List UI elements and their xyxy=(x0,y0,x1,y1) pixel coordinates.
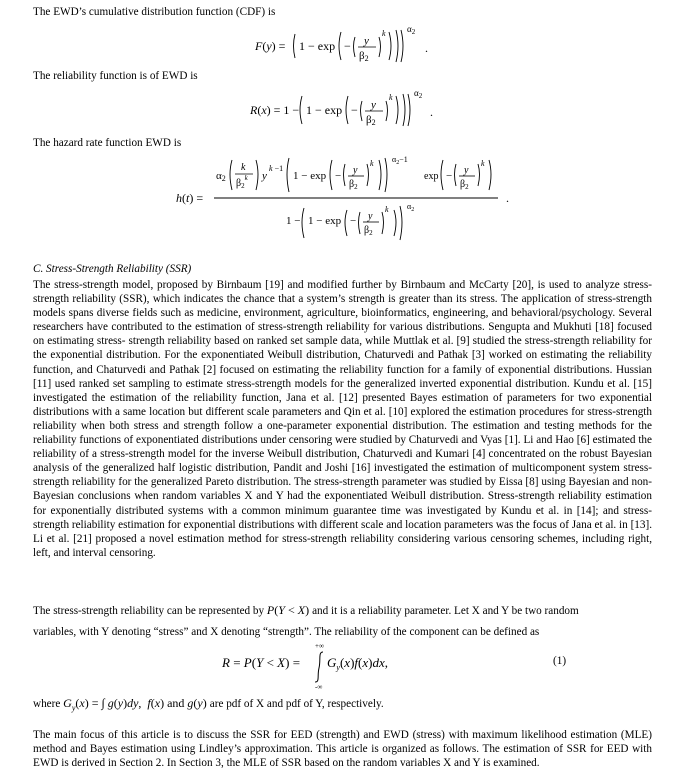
svg-text:y: y xyxy=(368,211,373,222)
svg-text:k: k xyxy=(382,29,386,38)
ssr-intro-text-b: and it is a reliability parameter. Let X and Y be two random xyxy=(312,605,579,617)
svg-text:−: − xyxy=(350,215,357,227)
hazard-equation xyxy=(176,152,536,252)
section-heading: C. Stress-Strength Reliability (SSR) xyxy=(33,263,192,275)
svg-text:Gy(x)f(x)dx,: $G_y(x)f(x)dx$, xyxy=(327,655,389,672)
cdf-equation xyxy=(255,22,445,68)
ssr-intro-text-a: The stress-strength reliability can be represented by xyxy=(33,605,265,617)
cdf-intro-text: The EWD’s cumulative distribution function (CDF) is xyxy=(33,6,276,18)
equation-number: (1) xyxy=(553,655,567,667)
ssr-equation xyxy=(222,640,422,691)
svg-text:.: . xyxy=(430,105,433,119)
svg-text:k: k xyxy=(385,205,389,214)
svg-text:β2: $\beta_2$ xyxy=(364,225,373,237)
svg-text:α2: $\alpha_2$ xyxy=(407,24,416,36)
svg-text:1 − exp: 1 − exp xyxy=(306,103,343,117)
where-inline-formula: $G_y(x)$ = ∫ g(y)dy, f(x) and g(y) xyxy=(63,696,210,713)
svg-text:y: y xyxy=(464,165,469,176)
svg-text:k: k xyxy=(370,159,374,168)
where-text-a: where xyxy=(33,698,61,710)
section-paragraph: The stress-strength model, proposed by Birnbaum [19] and modified further by Birnbaum and McCarty [20], is used to analyze stress-strength reliability (SSR), which indicates the chance that a system’s strength is greater than its stress. The application of stress-strength models spans diverse fields such as medicine, environment, agriculture, bioinformatics, engineering, and behavioral/psychology. Several researchers have contributed to the estimation of stress-strength reliability for various distributions. Sengupta and Mukhuti [18] focused on estimating stress- strength reliability based on ranked set sample data, while Muttlak et al. [9] studied the stress-strength reliability for the exponential distribution. For the exponentiated Weibull distribution, Chaturvedi and Pathak [3] worked on estimating the reliability function, and Chaturvedi and Pathak [2] focused on estimating the reliability function for a family of exponential distributions. Hussian [11] used ranked set sampling to estimate stress-strength models for the generalized inverted exponential distribution. Kundu et al. [15] investigated the estimation of the reliability function, Jana et al. [12] presented Bayes estimation of parameters for two exponential distributions with a same location but different scale parameters and Qin et al. [10] explored the estimation procedures for stress-strength reliability when both stress and strength follow a one-parameter exponential distribution. The estimation and testing methods for the reliability functions of exponentiated distributions under censoring were studied by Chaturvedi and Vyas [1]. Li and Hao [6] estimated the reliability of a stress-strength model for the inverse Weibull distribution, Chaturvedi and Kumari [4] concentrated on the robust Bayesian analysis of the generalized half logistic distribution, Pandit and Joshi [16] investigated the estimation of multicomponent system stress- strength reliability for the generalized Pareto distribution. The stress-strength parameter was studied by Eissa [8] using Bayesian and non-Bayesian conclusions when random variables X and Y had the exponentiated Weibull distribution. Stress-strength reliability estimation for exponentially distributed systems with a common minimum guarantee time was investigated by Kundu et al. in [14]; and stress-strength reliability estimation for exponential distributions with different scale and location parameters was the focus of Jana et al. in [13]. Li et al. [21] proposed a novel estimation method for stress-strength reliability considering various censoring schemes, including right, left, and interval censoring. xyxy=(33,279,652,559)
svg-text:R = P(Y < X) =: R = P(Y < X) = xyxy=(222,655,301,670)
reliability-equation xyxy=(250,86,450,132)
svg-text:.: . xyxy=(425,41,428,55)
svg-text:y: y xyxy=(262,170,267,182)
svg-text:k: k xyxy=(481,159,485,168)
final-paragraph: The main focus of this article is to discuss the SSR for EED (strength) and EWD (stress) with maximum likelihood estimation (MLE) method and Bayes estimation using Lindley’s approximation. This article is organized as follows. The estimation of SSR for EED with EWD is derived in Section 2. In Section 3, the MLE of SSR based on the random variables X and Y is examined. xyxy=(33,729,652,770)
where-line xyxy=(33,697,384,714)
svg-text:−: − xyxy=(344,39,351,53)
svg-text:1 − exp: 1 − exp xyxy=(308,215,342,227)
ssr-intro-line-2: variables, with Y denoting “stress” and X denoting “strength”. The reliability of the component can be defined as xyxy=(33,626,540,638)
svg-text:exp: exp xyxy=(424,171,439,182)
svg-text:F(y) =: F(y) = xyxy=(255,39,286,53)
svg-text:k: k xyxy=(241,162,246,173)
svg-text:h(t) =: h(t) = xyxy=(176,191,204,205)
svg-text:−: − xyxy=(446,170,453,182)
svg-text:−: − xyxy=(335,170,342,182)
svg-text:β2: $\beta_2$ xyxy=(349,179,358,191)
where-text-b: are pdf of X and pdf of Y, respectively. xyxy=(209,698,384,710)
svg-text:y: y xyxy=(353,165,358,176)
svg-text:1 − exp: 1 − exp xyxy=(293,170,327,182)
svg-text:k: k xyxy=(389,93,393,102)
svg-text:.: . xyxy=(506,191,509,205)
svg-text:k −1: k −1 xyxy=(269,164,284,173)
reliability-intro-text: The reliability function is of EWD is xyxy=(33,70,198,82)
svg-text:β2: $\beta_2$ xyxy=(460,179,469,191)
svg-text:-∞: -∞ xyxy=(315,683,323,691)
svg-text:α2: α2 xyxy=(216,170,226,183)
svg-text:R(x) = 1 −: R(x) = 1 − xyxy=(250,103,300,117)
svg-text:α2: $\alpha_2$ xyxy=(414,88,423,100)
ssr-inline-formula: P(Y < X) xyxy=(266,603,313,617)
svg-text:1 − exp: 1 − exp xyxy=(299,39,336,53)
svg-text:−: − xyxy=(351,103,358,117)
hazard-intro-text: The hazard rate function EWD is xyxy=(33,137,182,149)
svg-text:α2: $\alpha_2$ xyxy=(407,202,415,213)
svg-text:+∞: +∞ xyxy=(315,642,324,650)
svg-text:1 −: 1 − xyxy=(286,215,301,227)
svg-text:β2: β2 xyxy=(359,50,369,63)
svg-text:β2: β2 xyxy=(366,114,376,127)
svg-text:y: y xyxy=(364,35,369,47)
svg-text:y: y xyxy=(371,99,376,111)
ssr-intro-line-1 xyxy=(33,604,579,618)
svg-text:α2−1: $\alpha_2-1$ xyxy=(392,155,408,166)
svg-text:β2k: $\beta_2^k$ xyxy=(236,174,248,190)
